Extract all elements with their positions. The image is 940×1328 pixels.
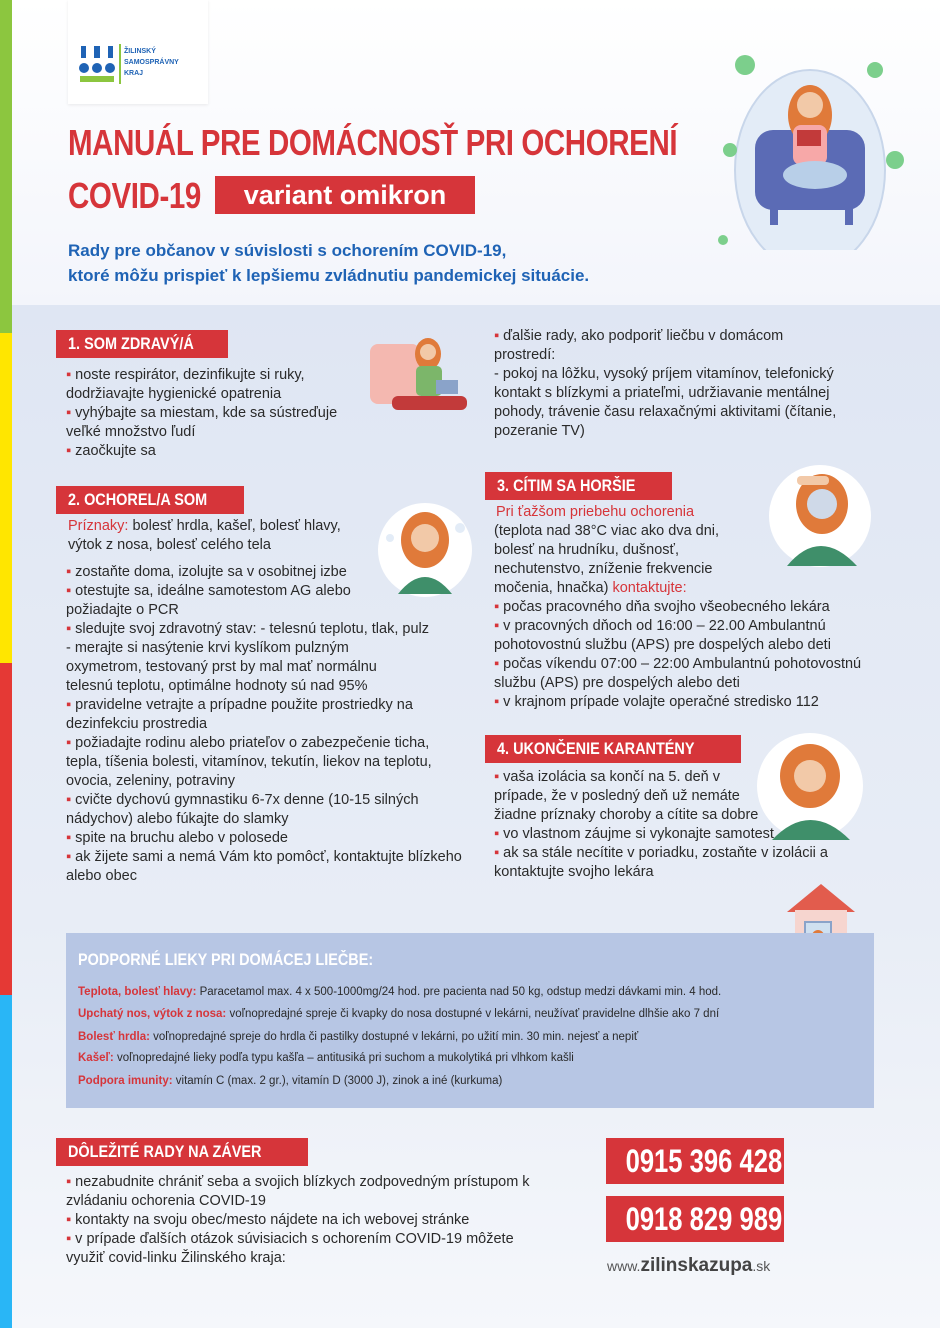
sec3-lead-text: Pri ťažšom priebehu ochorenia [496,504,695,520]
website-name: zilinskazupa [640,1255,753,1276]
section-3-heading-text: 3. CÍTIM SA HORŠIE [497,476,636,495]
list-item-text: zaočkujte sa [75,443,156,459]
list-item-text: pravidelne vetrajte a prípadne použite prostriedky na dezinfekciu prostredia [66,697,413,732]
med-row [78,1031,638,1043]
phone-number-1[interactable] [606,1138,784,1184]
list-item: ▪ kontakty na svoju obec/mesto nájdete na ich webovej stránke [66,1212,470,1228]
med-row-text: voľnopredajné spreje či kvapky do nosa dostupné v lekárni, neužívať pravidelne dlhšie ako 7 dní [226,1008,720,1020]
section-1-heading-text: 1. SOM ZDRAVÝ/Á [68,334,194,353]
list-item-text: vaša izolácia sa končí na 5. deň v prípade, že v posledný deň už nemáte žiadne príznaky choroby a cítite sa dobre [494,769,759,823]
phone-number-2-text: 0918 829 989 [625,1201,783,1237]
list-item-text: vyhýbajte sa miestam, kde sa sústreďuje veľké množstvo ľudí [66,405,338,440]
phone-number-1-text: 0915 396 428 [625,1143,783,1179]
list-item-text: spite na bruchu alebo v polosede [75,830,288,846]
section-1-heading [56,330,228,358]
symptoms-text: bolesť hrdla, kašeľ, bolesť hlavy, výtok z nosa, bolesť celého tela [68,518,341,553]
sec3-desc-text: (teplota nad 38°C viac ako dva dni, bolesť na hrudníku, dušnosť, nechutenstvo, zníženie frekvencie močenia, hnačka) [494,523,720,596]
sec3-desc [494,522,754,598]
list-item: ▪ v prípade ďalších otázok súvisiacich s ochorením COVID-19 môžete využiť covid-linku Žilinského kraja: [66,1231,514,1266]
list-item: ▪ požiadajte rodinu alebo priateľov o zabezpečenie ticha, tepla, tíšenia bolesti, vitamínov, tekutín, liekov na teplotu, ovocia, zeleniny, potraviny [66,735,432,789]
stripe-green [0,0,12,333]
med-row-text: voľnopredajné spreje do hrdla či pastilky dostupné v lekárni, po užití min. 30 min. nejesť a nepiť [149,1031,639,1043]
med-row [78,1075,502,1087]
list-item: ▪ sledujte svoj zdravotný stav: - telesnú teplotu, tlak, pulz [66,621,429,637]
list-item-text: v krajnom prípade volajte operačné stredisko 112 [503,694,819,710]
med-row-label: Kašeľ: [78,1052,114,1064]
list-item-text: v pracovných dňoch od 16:00 – 22.00 Ambulantnú pohotovostnú službu (APS) pre dospelých alebo deti [494,618,831,653]
list-item: ▪ v krajnom prípade volajte operačné stredisko 112 [494,694,819,710]
list-item: ▪ spite na bruchu alebo v polosede [66,830,288,846]
woman-with-thermometer-illustration [767,462,873,570]
list-item: ▪ počas pracovného dňa svojho všeobecného lekára [494,599,830,615]
list-item: ▪ otestujte sa, ideálne samotestom AG alebo požiadajte o PCR [66,583,351,618]
sick-woman-illustration [376,498,474,602]
final-heading-text: DÔLEŽITÉ RADY NA ZÁVER [68,1142,262,1161]
list-item: ▪ nezabudnite chrániť seba a svojich blízkych zodpovedným prístupom k zvládaniu ochorenia COVID-19 [66,1174,530,1209]
woman-reading-illustration [715,40,915,250]
med-row-text: Paracetamol max. 4 x 500-1000mg/24 hod. pre pacienta nad 50 kg, odstup medzi dávkami min. 4 hod. [196,986,722,998]
list-item-text: počas víkendu 07:00 – 22:00 Ambulantnú pohotovostnú službu (APS) pre dospelých alebo deti [494,656,862,691]
list-item: ▪ v pracovných dňoch od 16:00 – 22.00 Ambulantnú pohotovostnú službu (APS) pre dospelých alebo deti [494,618,831,653]
logo-text-line2: SAMOSPRÁVNY [124,59,179,66]
sec3-contact-text: kontaktujte: [608,580,687,596]
logo-text-line3: KRAJ [124,70,144,77]
logo-divider [119,44,121,84]
intro-line1: Rady pre občanov v súvislosti s ochorením COVID-19, [68,241,507,260]
list-item-text: požiadajte rodinu alebo priateľov o zabezpečenie ticha, tepla, tíšenia bolesti, vitamínov, tekutín, liekov na teplotu, ovocia, zeleniny, potraviny [66,735,432,789]
list-item-text: sledujte svoj zdravotný stav: - telesnú teplotu, tlak, pulz [75,621,429,637]
more-advice-line1: ▪ ďalšie rady, ako podporiť liečbu v domácom prostredí: [494,328,784,363]
list-item-text: zostaňte doma, izolujte sa v osobitnej izbe [75,564,347,580]
list-item: ▪ zaočkujte sa [66,443,156,459]
list-item: ▪ cvičte dychovú gymnastiku 6-7x denne (10-15 silných nádychov) alebo fúkajte do slamky [66,792,419,827]
med-row-label: Bolesť hrdla: [78,1031,150,1043]
list-item-text: ak sa stále necítite v poriadku, zostaňte v izolácii a kontaktujte svojho lekára [494,845,828,880]
list-item: ▪ počas víkendu 07:00 – 22:00 Ambulantnú pohotovostnú službu (APS) pre dospelých alebo deti [494,656,862,691]
coat-of-arms-icon [78,44,116,84]
section-4-heading-text: 4. UKONČENIE KARANTÉNY [497,739,695,758]
more-advice-line2: - pokoj na lôžku, vysoký príjem vitamínov, telefonický kontakt s blízkymi a priateľmi, udržiavanie mentálnej pohody, trávenie času relaxačnými aktivitami (čítanie, pozeranie TV) [494,366,837,439]
list-item-text: počas pracovného dňa svojho všeobecného lekára [503,599,830,615]
woman-wiping-tears-illustration [754,730,866,842]
list-item-text: cvičte dychovú gymnastiku 6-7x denne (10-15 silných nádychov) alebo fúkajte do slamky [66,792,419,827]
page-title-line2: COVID-19 [68,175,201,216]
list-item: ▪ ak žijete sami a nemá Vám kto pomôcť, kontaktujte blízkeho alebo obec [66,849,462,884]
list-item: ▪ ak sa stále necítite v poriadku, zostaňte v izolácii a kontaktujte svojho lekára [494,845,828,880]
intro-text [68,238,589,288]
woman-at-laptop-illustration [362,326,474,422]
list-item-text: otestujte sa, ideálne samotestom AG alebo požiadajte o PCR [66,583,351,618]
list-item-text: nezabudnite chrániť seba a svojich blízkych zodpovedným prístupom k zvládaniu ochorenia COVID-19 [66,1174,530,1209]
variant-badge: variant omikron [215,176,475,214]
more-advice [494,327,844,441]
med-row-text: vitamín C (max. 2 gr.), vitamín D (3000 J), zinok a iné (kurkuma) [172,1075,503,1087]
list-item: ▪ zostaňte doma, izolujte sa v osobitnej izbe [66,564,347,580]
med-row [78,986,721,998]
page-title: MANUÁL PRE DOMÁCNOSŤ PRI OCHORENÍ [68,122,678,163]
list-item-text: v prípade ďalších otázok súvisiacich s ochorením COVID-19 môžete využiť covid-linku Žilinského kraja: [66,1231,514,1266]
med-row [78,1008,719,1020]
list-item-text: - merajte si nasýtenie krvi kyslíkom pulzným oxymetrom, testovaný prst by mal mať normálnu telesnú teplotu, optimálne hodnoty sú nad 95% [66,640,377,694]
list-item: ▪ vyhýbajte sa miestam, kde sa sústreďuje veľké množstvo ľudí [66,405,338,440]
section-2-heading [56,486,244,514]
symptoms [66,517,368,555]
website-prefix: www. [607,1258,641,1274]
list-item-text: ak žijete sami a nemá Vám kto pomôcť, kontaktujte blízkeho alebo obec [66,849,462,884]
final-heading [56,1138,308,1166]
list-item: ▪ vo vlastnom záujme si vykonajte samotest [494,826,774,842]
stripe-blue [0,995,12,1328]
website-link[interactable] [607,1255,770,1277]
list-item: ▪ noste respirátor, dezinfikujte si ruky, dodržiavajte hygienické opatrenia [66,367,305,402]
med-row [78,1052,574,1064]
website-suffix: .sk [752,1258,771,1274]
section-1-list [66,366,356,461]
intro-line2: ktoré môžu prispieť k lepšiemu zvládnutiu pandemickej situácie. [68,266,590,285]
section-4-heading [485,735,741,763]
med-row-text: voľnopredajné lieky podľa typu kašľa – antitusiká pri suchom a mukolytiká pri vlhkom kašli [113,1052,574,1064]
logo-text-line1: ŽILINSKÝ [124,48,156,55]
list-item-text: vo vlastnom záujme si vykonajte samotest [503,826,774,842]
list-item: ▪ vaša izolácia sa končí na 5. deň v prípade, že v posledný deň už nemáte žiadne príznaky choroby a cítite sa dobre [494,769,759,823]
med-row-label: Upchatý nos, výtok z nosa: [78,1008,227,1020]
symptoms-label: Príznaky: [68,518,129,534]
list-item-text: kontakty na svoju obec/mesto nájdete na ich webovej stránke [75,1212,470,1228]
logo-text [124,46,179,79]
logo [68,0,208,104]
final-list [66,1173,566,1268]
more-advice-line1-text: ďalšie rady, ako podporiť liečbu v domácom prostredí: [494,328,784,363]
meds-heading: PODPORNÉ LIEKY PRI DOMÁCEJ LIEČBE: [78,950,374,969]
list-item [66,639,416,696]
stripe-red [0,663,12,995]
med-row-label: Teplota, bolesť hlavy: [78,986,197,998]
med-row-label: Podpora imunity: [78,1075,173,1087]
section-2-heading-text: 2. OCHOREL/A SOM [68,490,208,509]
list-item: ▪ pravidelne vetrajte a prípadne použite prostriedky na dezinfekciu prostredia [66,697,413,732]
stripe-yellow [0,333,12,663]
phone-number-2[interactable] [606,1196,784,1242]
section-3-heading [485,472,672,500]
list-item-text: noste respirátor, dezinfikujte si ruky, dodržiavajte hygienické opatrenia [66,367,305,402]
